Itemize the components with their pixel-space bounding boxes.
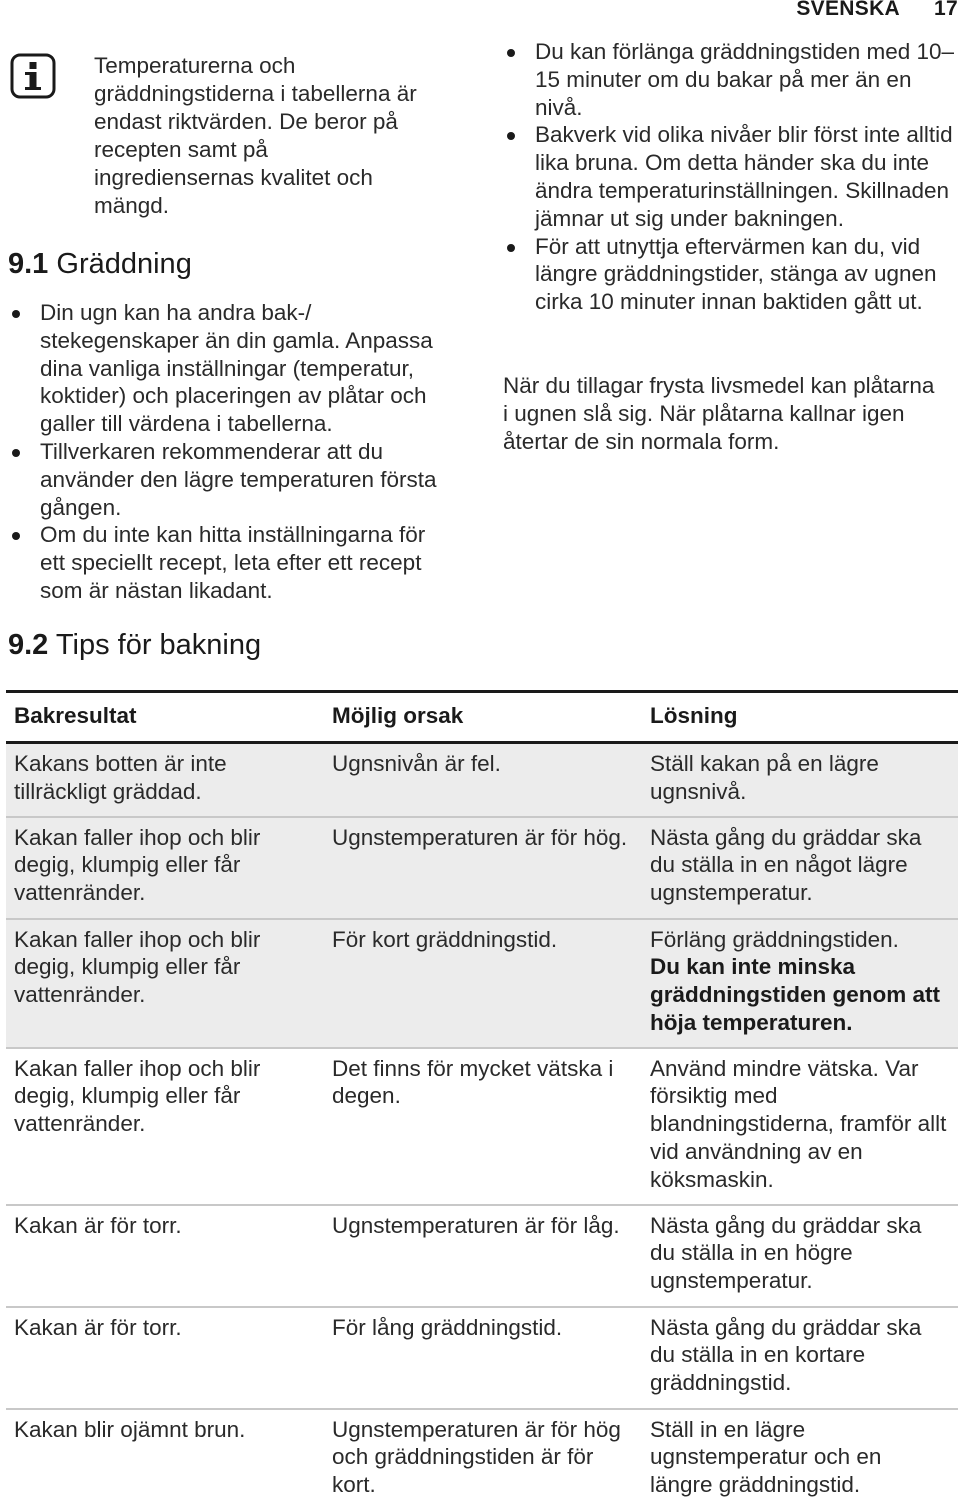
section-title: Gräddning <box>56 248 192 280</box>
frozen-food-note: När du tillagar frysta livsmedel kan plåtarna i ugnen slå sig. När plåtarna kallnar igen återtar de sin normala form. <box>503 373 935 454</box>
column-header-cause: Möjlig orsak <box>324 692 642 743</box>
cell-solution: Använd mindre vätska. Var försiktig med blandningstiderna, framför allt vid användning av en köksmaskin. <box>642 1048 958 1205</box>
table-row <box>6 1307 958 1409</box>
cell-solution: Ställ in en lägre ugnstemperatur och en längre gräddningstid. <box>650 1416 882 1498</box>
cell-cause: Ugnstemperaturen är för låg. <box>324 1205 642 1307</box>
section-title: Tips för bakning <box>55 629 262 661</box>
list-item: Om du inte kan hitta inställningarna för ett speciellt recept, leta efter ett recept som är nästan likadant. <box>8 521 448 604</box>
solution-text: Förläng gräddningstiden. <box>650 926 899 952</box>
section-heading-9-2 <box>8 629 261 662</box>
cell-result: Kakan faller ihop och blir degig, klumpig eller får vattenränder. <box>6 817 324 919</box>
list-item: Bakverk vid olika nivåer blir först inte alltid lika bruna. Om detta händer ska du inte ändra temperaturinställningen. Skillnaden jämnar ut sig under bakningen. <box>503 121 955 232</box>
page-number: 17 <box>934 0 958 20</box>
baking-tips-table <box>6 690 958 1509</box>
tips-bullet-list <box>503 38 955 316</box>
table-row <box>6 1048 958 1205</box>
solution-warning: Du kan inte minska gräddningstiden genom att höja temperaturen. <box>650 954 940 1035</box>
list-item: Tillverkaren rekommenderar att du använder den lägre temperaturen första gången. <box>8 438 448 521</box>
cell-result: Kakan blir ojämnt brun. <box>14 1416 246 1442</box>
column-header-result: Bakresultat <box>6 692 324 743</box>
column-header-solution: Lösning <box>642 692 958 743</box>
list-item: Du kan förlänga gräddningstiden med 10–15 minuter om du bakar på mer än en nivå. <box>503 38 955 121</box>
table-row <box>6 817 958 919</box>
cell-result: Kakan faller ihop och blir degig, klumpig eller får vattenränder. <box>6 1048 324 1205</box>
cell-cause: För lång gräddningstid. <box>324 1307 642 1409</box>
section-number: 9.1 <box>8 248 49 280</box>
list-item: För att utnyttja eftervärmen kan du, vid längre gräddningstider, stänga av ugnen cirka 10 minuter innan baktiden gått ut. <box>503 233 955 316</box>
baking-bullet-list <box>8 299 448 605</box>
cell-cause: För kort gräddningstid. <box>324 919 642 1048</box>
cell-cause: Det finns för mycket vätska i degen. <box>324 1048 642 1205</box>
list-item: Din ugn kan ha andra bak-/ stekegenskaper än din gamla. Anpassa dina vanliga inställningar (temperatur, koktider) och placeringen av plåtar och galler till värdena i tabellerna. <box>8 299 448 438</box>
cell-result: Kakan faller ihop och blir degig, klumpig eller får vattenränder. <box>6 919 324 1048</box>
cell-solution <box>642 919 958 1048</box>
table-row <box>6 919 958 1048</box>
cell-cause: Ugnstemperaturen är för hög och gräddningstiden är för kort. <box>332 1416 621 1498</box>
cell-cause: Ugnsnivån är fel. <box>324 743 642 817</box>
section-number: 9.2 <box>8 629 49 661</box>
cell-solution: Nästa gång du gräddar ska du ställa in en högre ugnstemperatur. <box>642 1205 958 1307</box>
language-label: SVENSKA <box>796 0 900 20</box>
cell-cause: Ugnstemperaturen är för hög. <box>324 817 642 919</box>
table-row <box>6 743 958 817</box>
cell-solution: Nästa gång du gräddar ska du ställa in en något lägre ugnstemperatur. <box>642 817 958 919</box>
section-heading-9-1 <box>8 248 192 281</box>
cell-solution: Ställ kakan på en lägre ugnsnivå. <box>642 743 958 817</box>
cell-result: Kakans botten är inte tillräckligt gräddad. <box>6 743 324 817</box>
info-note: Temperaturerna och gräddningstiderna i tabellerna är endast riktvärden. De beror på recepten samt på ingrediensernas kvalitet och mängd. <box>94 53 417 218</box>
cell-result: Kakan är för torr. <box>6 1205 324 1307</box>
table-header-row <box>6 692 958 743</box>
cell-result: Kakan är för torr. <box>6 1307 324 1409</box>
table-row <box>6 1205 958 1307</box>
table-row <box>6 1409 958 1509</box>
cell-solution: Nästa gång du gräddar ska du ställa in en kortare gräddningstid. <box>642 1307 958 1409</box>
info-icon <box>10 53 56 99</box>
